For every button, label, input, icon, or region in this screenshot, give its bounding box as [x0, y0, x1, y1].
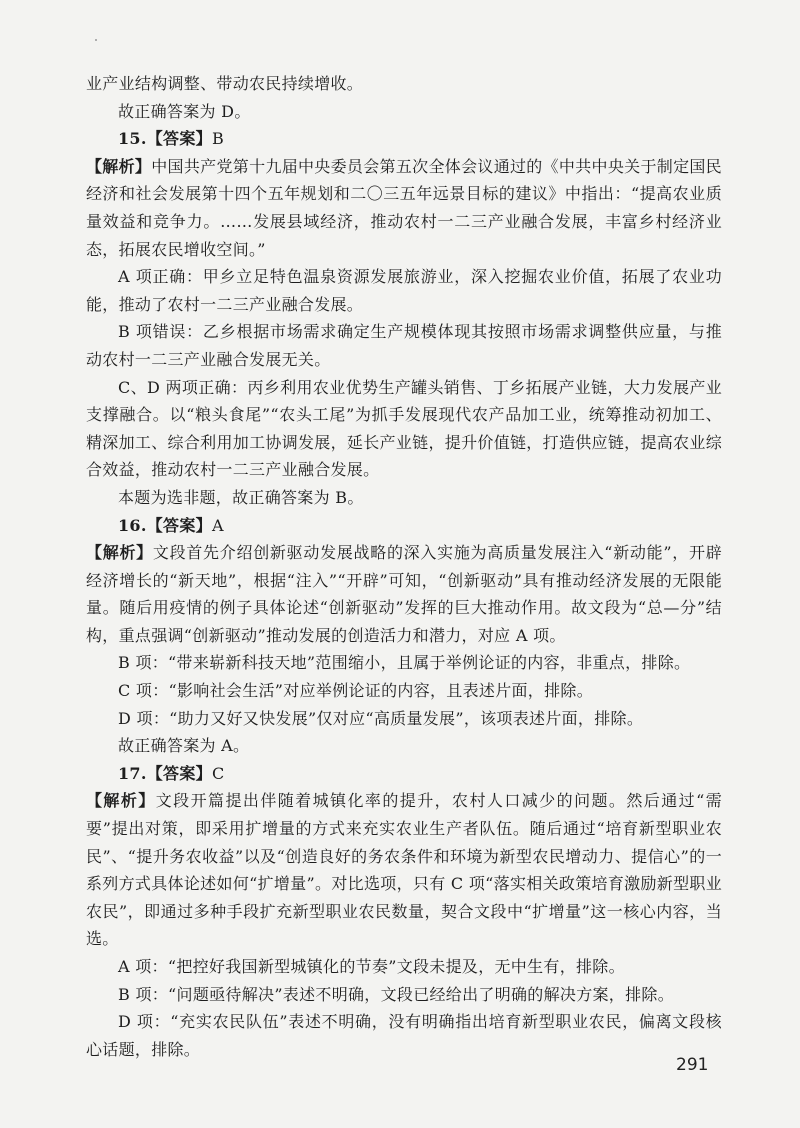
answer-label: 【答案】 — [146, 763, 212, 783]
question-number: 17. — [118, 763, 147, 783]
question-number: 16. — [118, 515, 147, 535]
answer-label: 【答案】 — [146, 515, 212, 535]
answer-heading-16 — [86, 512, 722, 540]
answer-value: B — [211, 129, 225, 149]
analysis-paragraph-17 — [86, 787, 722, 953]
analysis-label: 【解析】 — [86, 543, 153, 563]
option-b-explanation: B 项：“带来崭新科技天地”范围缩小，且属于举例论证的内容，非重点，排除。 — [118, 653, 691, 673]
paragraph-continuation: 业产业结构调整、带动农民持续增收。 — [86, 74, 364, 93]
answer-heading-15 — [86, 125, 722, 153]
answer-heading-17 — [86, 760, 722, 788]
option-cd-explanation: C、D 两项正确：丙乡利用农业优势生产罐头销售、丁乡拓展产业链，大力发展产业支撑融合。以“粮头食尾”“农头工尾”为抓手发展现代农产品加工业，统筹推动初加工、精深加工、综合利用加工协调发展，延长产业链，提升价值链，打造供应链，提高农业综合效益，推动农村一二三产业融合发展。 — [86, 377, 722, 480]
analysis-text: 文段首先介绍创新驱动发展战略的深入实施为高质量发展注入“新动能”，开辟经济增长的“新天地”，根据“注入”“开辟”可知，“创新驱动”具有推动经济发展的无限能量。随后用疫情的例子具体论述“创新驱动”发挥的巨大推动作用。故文段为“总—分”结构，重点强调“创新驱动”推动发展的创造活力和潜力，对应 A 项。 — [86, 543, 722, 645]
option-b-explanation: B 项错误：乙乡根据市场需求确定生产规模体现其按照市场需求调整供应量，与推动农村一二三产业融合发展无关。 — [86, 322, 722, 369]
page-content — [86, 70, 722, 1063]
option-b-explanation: B 项：“问题亟待解决”表述不明确，文段已经给出了明确的解决方案，排除。 — [118, 984, 675, 1004]
analysis-paragraph-15 — [86, 153, 722, 263]
option-c-explanation: C 项：“影响社会生活”对应举例论证的内容，且表述片面，排除。 — [118, 681, 593, 701]
option-d-explanation: D 项：“充实农民队伍”表述不明确，没有明确指出培育新型职业农民，偏离文段核心话题，排除。 — [86, 1012, 722, 1059]
answer-conclusion: 本题为选非题，故正确答案为 B。 — [118, 487, 364, 507]
page-number: 291 — [676, 1055, 709, 1075]
answer-conclusion: 故正确答案为 A。 — [118, 736, 250, 756]
answer-value: A — [211, 515, 224, 535]
option-d-explanation: D 项：“助力又好又快发展”仅对应“高质量发展”，该项表述片面，排除。 — [118, 708, 644, 728]
answer-value: C — [211, 763, 225, 783]
answer-conclusion: 故正确答案为 D。 — [118, 101, 251, 121]
answer-label: 【答案】 — [146, 129, 212, 149]
option-a-explanation: A 项：“把控好我国新型城镇化的节奏”文段未提及，无中生有，排除。 — [118, 957, 625, 976]
scan-speck — [95, 39, 97, 41]
analysis-text: 中国共产党第十九届中央委员会第五次全体会议通过的《中共中央关于制定国民经济和社会发展第十四个五年规划和二〇三五年远景目标的建议》中指出：“提高农业质量效益和竞争力。……发展县域经济，推动农村一二三产业融合发展，丰富乡村经济业态，拓展农民增收空间。” — [86, 156, 722, 259]
analysis-label: 【解析】 — [86, 156, 152, 176]
question-number: 15. — [118, 129, 147, 149]
analysis-label: 【解析】 — [86, 791, 156, 811]
option-a-explanation: A 项正确：甲乡立足特色温泉资源发展旅游业，深入挖掘农业价值，拓展了农业功能，推动了农村一二三产业融合发展。 — [86, 267, 722, 314]
analysis-paragraph-16 — [86, 539, 722, 649]
analysis-text: 文段开篇提出伴随着城镇化率的提升，农村人口减少的问题。然后通过“需要”提出对策，即采用扩增量的方式来充实农业生产者队伍。随后通过“培育新型职业农民”、“提升务农收益”以及“创造良好的务农条件和环境为新型农民增动力、提信心”的一系列方式具体论述如何“扩增量”。对比选项，只有 C 项“落实相关政策培育激励新型职业农民”，即通过多种手段扩充新型职业农民数量，契合文段中“扩增量”这一核心内容，当选。 — [86, 791, 722, 949]
